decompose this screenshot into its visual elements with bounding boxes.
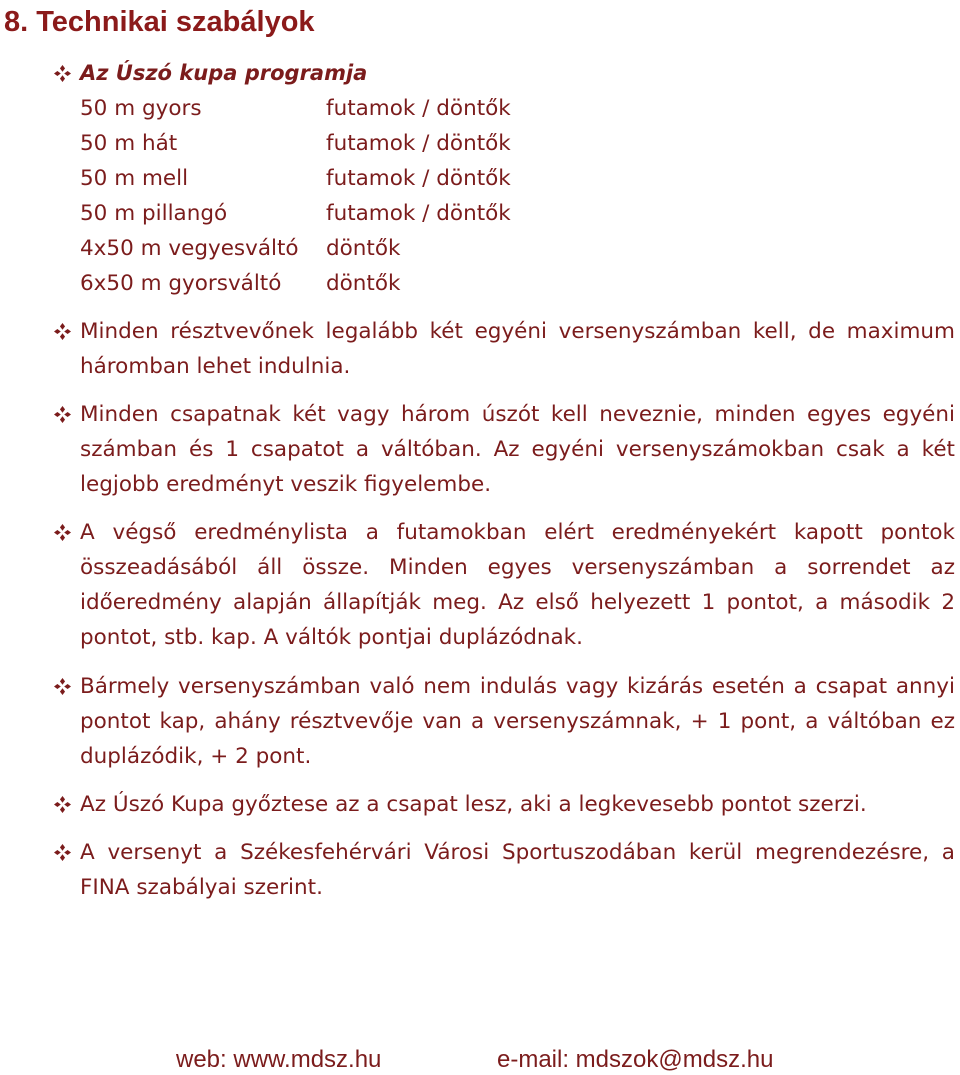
program-type: futamok / döntők [326,166,511,191]
program-event: 50 m gyors [80,96,202,121]
diamond-bullet-icon [50,515,74,550]
program-row [80,126,955,161]
program-type: döntők [326,271,401,296]
program-type: döntők [326,236,401,261]
program-event: 6x50 m gyorsváltó [80,271,282,296]
rule-text: Bármely versenyszámban való nem indulás vagy kizárás esetén a csapat annyi pontot kap, ahány résztvevője van a versenyszámnak, + 1 pont, a váltóban ez duplázódik, + 2 pont. [80,674,955,769]
program-row [80,231,955,266]
diamond-bullet-icon [50,397,74,432]
rule-text: A versenyt a Székesfehérvári Városi Sportuszodában kerül megrendezésre, a FINA szabályai szerint. [80,840,955,900]
rule-1 [50,314,955,384]
diamond-bullet-icon [50,56,74,91]
program-row [80,196,955,231]
footer-web: web: www.mdsz.hu [176,1046,382,1073]
program-list [80,91,955,301]
page-title: 8. Technikai szabályok [4,6,315,38]
rule-text: Az Úszó Kupa győztese az a csapat lesz, aki a legkevesebb pontot szerzi. [80,792,867,817]
program-type: futamok / döntők [326,131,511,156]
footer-email: e-mail: mdszok@mdsz.hu [497,1046,774,1073]
program-type: futamok / döntők [326,201,511,226]
program-section [50,56,955,301]
diamond-bullet-icon [50,669,74,704]
rule-4 [50,669,955,774]
program-row [80,266,955,301]
rule-5 [50,787,955,822]
diamond-bullet-icon [50,314,74,349]
program-type: futamok / döntők [326,96,511,121]
diamond-bullet-icon [50,835,74,870]
rule-text: Minden csapatnak két vagy három úszót kell neveznie, minden egyes egyéni számban és 1 csapatot a váltóban. Az egyéni versenyszámokban csak a két legjobb eredményt veszik figyelembe. [80,402,955,497]
program-event: 50 m mell [80,166,189,191]
rule-3 [50,515,955,655]
program-row [80,91,955,126]
rule-6 [50,835,955,905]
rule-text: Minden résztvevőnek legalább két egyéni versenyszámban kell, de maximum háromban lehet indulnia. [80,319,955,379]
program-event: 4x50 m vegyesváltó [80,236,299,261]
rule-text: A végső eredménylista a futamokban elért eredményekért kapott pontok összeadásából áll össze. Minden egyes versenyszámban a sorrendet az időeredmény alapján állapítják meg. Az első helyezett 1 pontot, a második 2 pontot, stb. kap. A váltók pontjai duplázódnak. [80,520,955,650]
program-event: 50 m pillangó [80,201,228,226]
rule-2 [50,397,955,502]
diamond-bullet-icon [50,787,74,822]
program-heading: Az Úszó kupa programja [80,61,368,85]
program-row [80,161,955,196]
program-event: 50 m hát [80,131,178,156]
